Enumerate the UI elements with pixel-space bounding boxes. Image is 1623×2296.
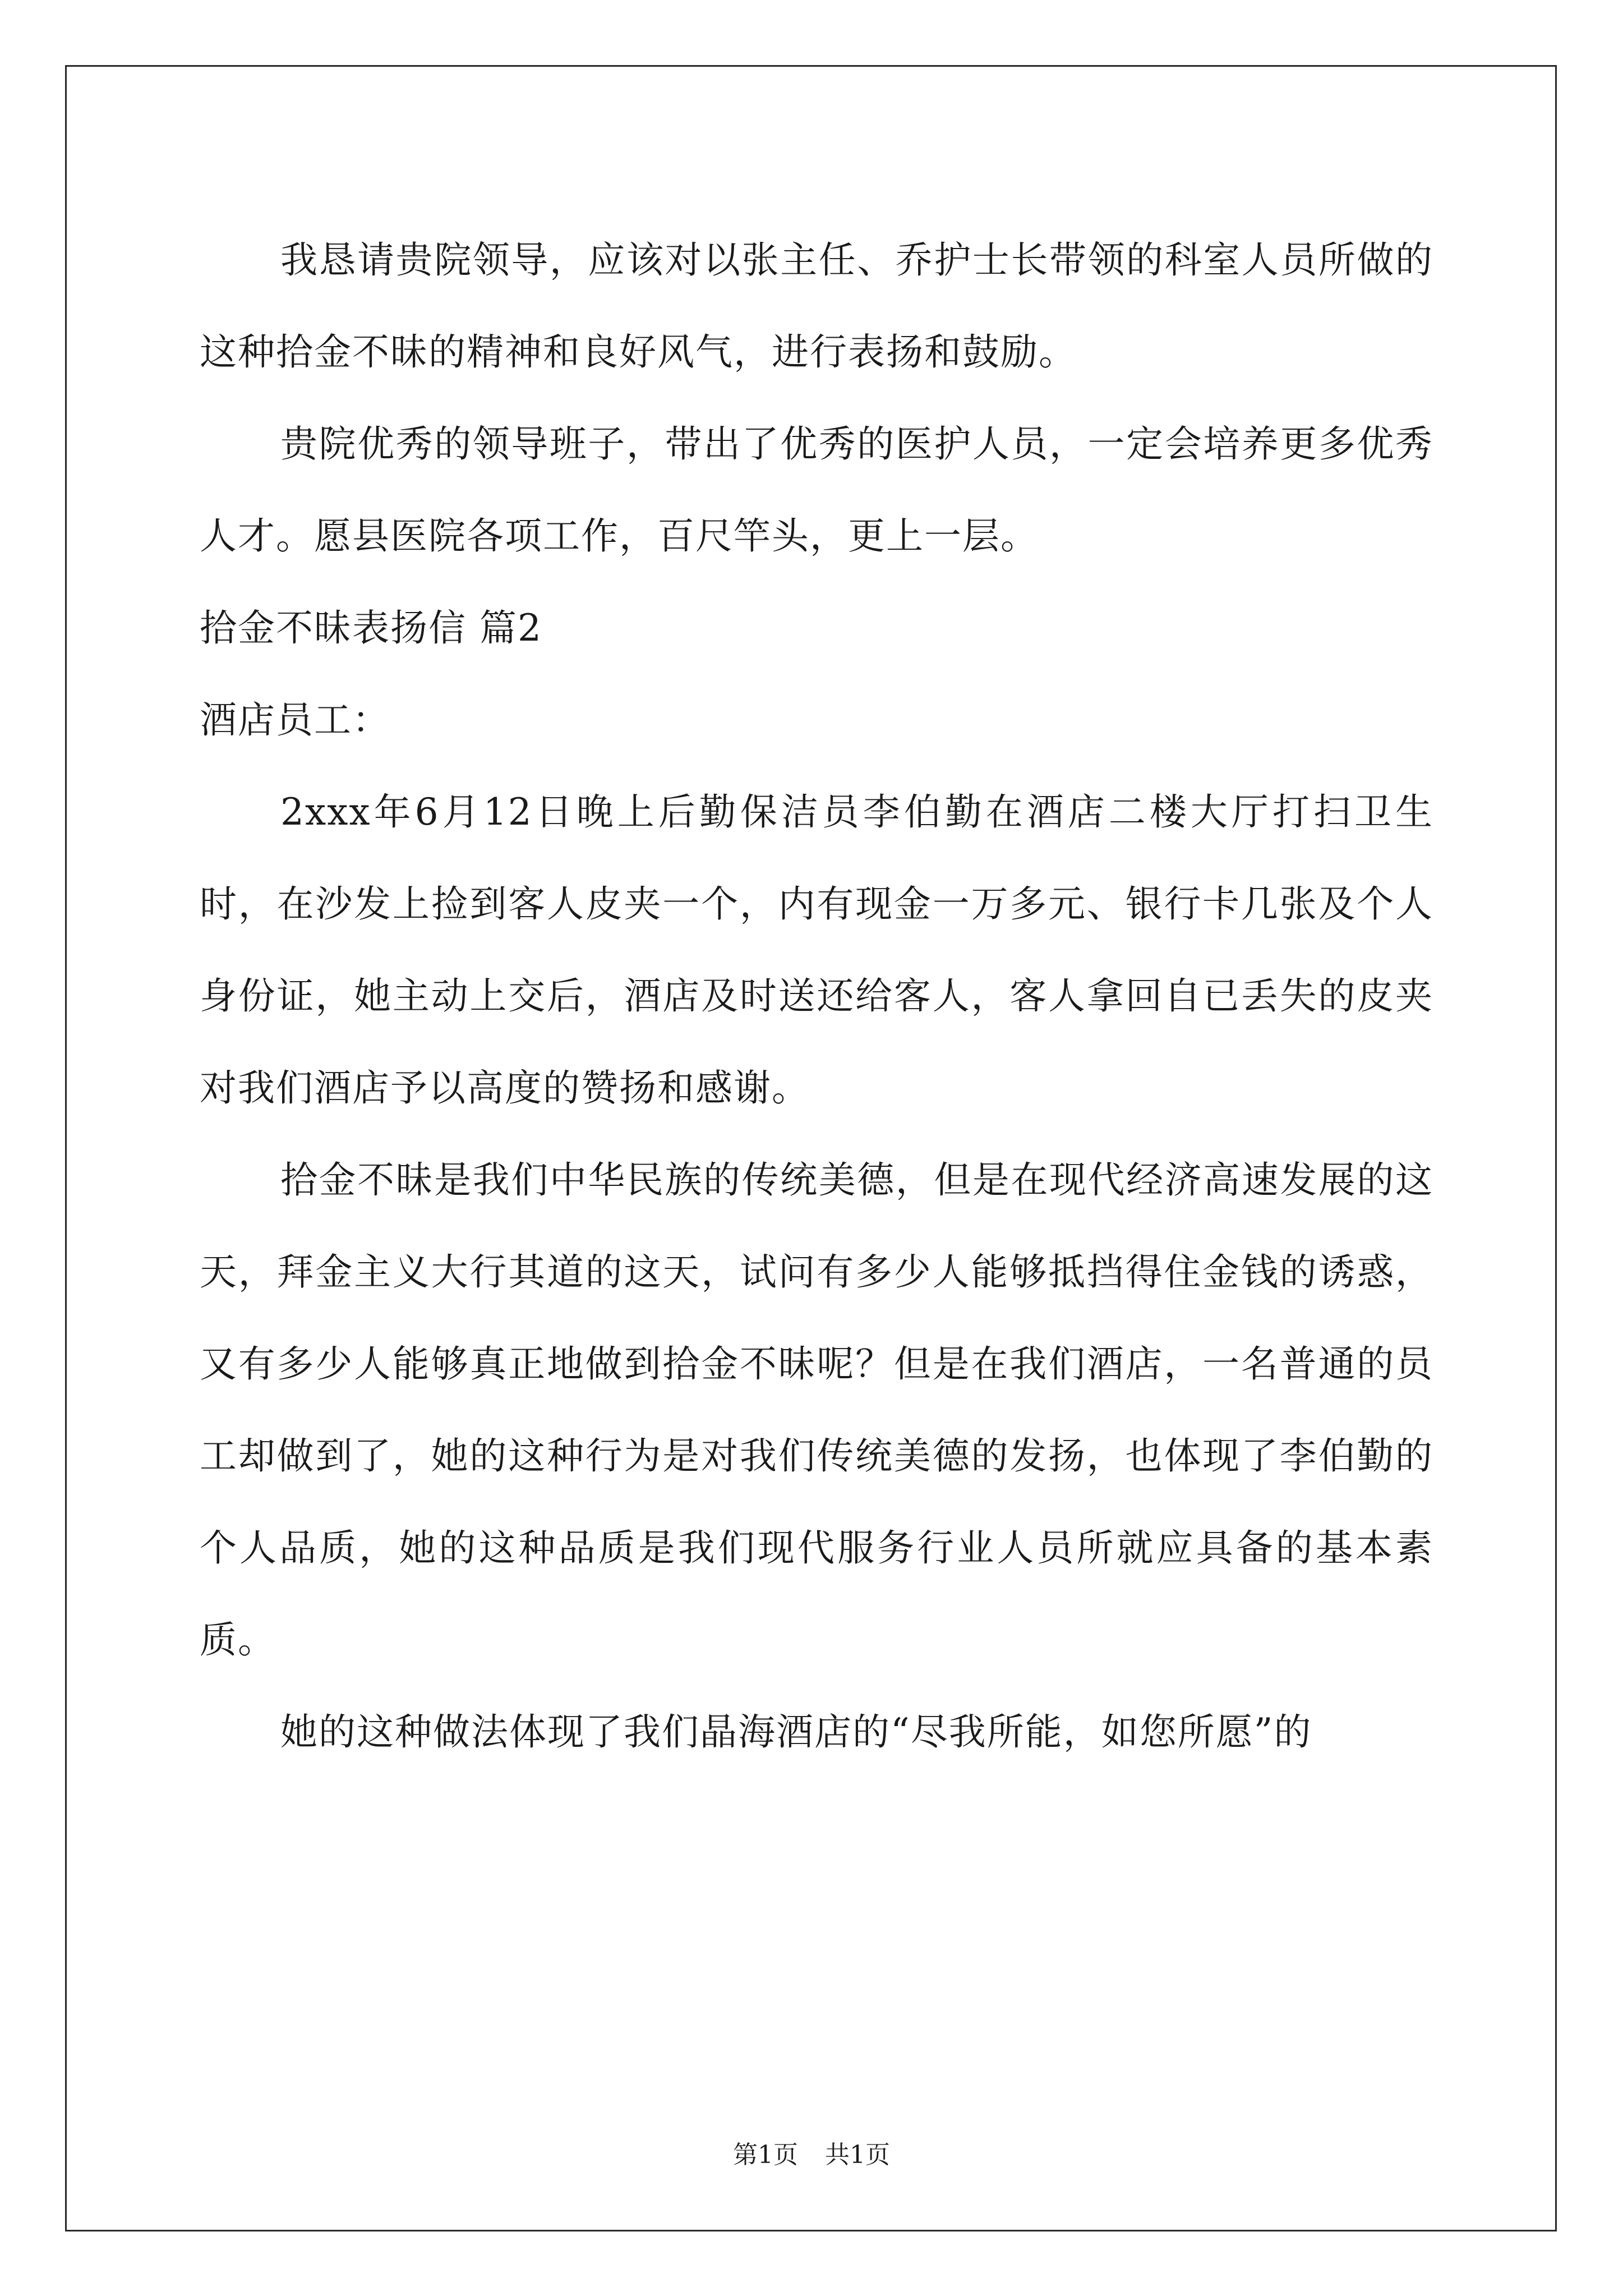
page-footer	[0, 2134, 1623, 2170]
section-heading: 拾金不昧表扬信 篇2	[200, 606, 542, 650]
salutation: 酒店员工：	[200, 698, 390, 742]
paragraph: 拾金不昧是我们中华民族的传统美德，但是在现代经济高速发展的这天，拜金主义大行其道的这天，试问有多少人能够抵挡得住金钱的诱惑，又有多少人能够真正地做到拾金不昧呢？但是在我们酒店，一名普通的员工却做到了，她的这种行为是对我们传统美德的发扬，也体现了李伯勤的个人品质，她的这种品质是我们现代服务行业人员所就应具备的基本素质。	[200, 1158, 1433, 1662]
paragraph: 贵院优秀的领导班子，带出了优秀的医护人员，一定会培养更多优秀人才。愿县医院各项工作，百尺竿头，更上一层。	[200, 422, 1433, 558]
paragraph: 她的这种做法体现了我们晶海酒店的“尽我所能，如您所愿”的	[280, 1710, 1312, 1754]
document-body	[200, 214, 1433, 1778]
page-number: 第1页	[733, 2141, 798, 2169]
page-total: 共1页	[825, 2141, 890, 2169]
paragraph: 2xxx年6月12日晚上后勤保洁员李伯勤在酒店二楼大厅打扫卫生时，在沙发上捡到客人皮夹一个，内有现金一万多元、银行卡几张及个人身份证，她主动上交后，酒店及时送还给客人，客人拿回自已丢失的皮夹对我们酒店予以高度的赞扬和感谢。	[200, 790, 1433, 1110]
paragraph: 我恳请贵院领导，应该对以张主任、乔护士长带领的科室人员所做的这种拾金不昧的精神和良好风气，进行表扬和鼓励。	[200, 238, 1433, 374]
